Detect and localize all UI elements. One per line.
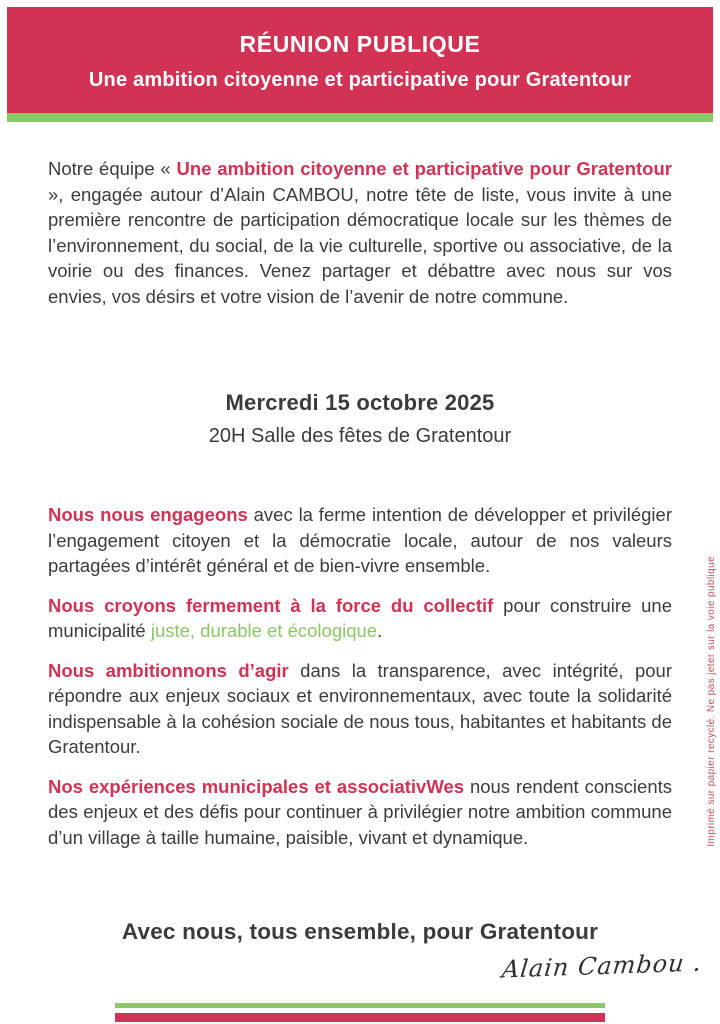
commitments-section bbox=[48, 502, 672, 864]
footer-stripe-red bbox=[115, 1013, 605, 1022]
paragraph-collectif bbox=[48, 593, 672, 644]
side-note-vertical: Imprimé sur papier recyclé. Ne pas jeter sur la voie publique bbox=[706, 556, 717, 847]
page-subtitle: Une ambition citoyenne et participative pour Gratentour bbox=[88, 69, 632, 91]
paragraph-lead: Nous ambitionnons d’agir bbox=[48, 659, 289, 681]
intro-suffix: », engagée autour d’Alain CAMBOU, notre tête de liste, vous invite à une première rencontre de participation démocratique locale sur les thèmes de l’environnement, du social, de la vie culturelle, sportive ou associative, de la voirie ou des finances. Venez partager et débattre avec nous sur vos envies, vos désirs et votre vision de l’avenir de notre commune. bbox=[48, 183, 672, 307]
header-banner bbox=[7, 7, 713, 113]
header-green-stripe bbox=[7, 113, 713, 122]
event-place: 20H Salle des fêtes de Gratentour bbox=[208, 425, 512, 447]
paragraph-body: dans la transparence, avec intégrité, pour répondre aux enjeux sociaux et environnementaux, avec toute la solidarité indispensable à la cohésion sociale de nous tous, habitantes et habitants de Gratentour. bbox=[48, 659, 672, 757]
page-title: RÉUNION PUBLIQUE bbox=[239, 31, 481, 57]
paragraph-tail: . bbox=[377, 620, 383, 641]
footer-stripe-green bbox=[115, 1003, 605, 1008]
paragraph-lead: Nos expériences municipales et associativWes bbox=[48, 775, 465, 797]
intro-prefix: Notre équipe « bbox=[48, 158, 177, 179]
intro-highlight: Une ambition citoyenne et participative pour Gratentour bbox=[176, 158, 672, 179]
paragraph-lead: Nous croyons fermement à la force du collectif bbox=[48, 594, 494, 616]
event-block bbox=[0, 390, 720, 448]
paragraph-green-phrase: juste, durable et écologique bbox=[150, 620, 378, 641]
paragraph-body: nous rendent conscients des enjeux et des défis pour continuer à privilégier notre ambition commune d’un village à taille humaine, paisible, vivant et dynamique. bbox=[48, 775, 672, 848]
paragraph-body: avec la ferme intention de développer et privilégier l’engagement citoyen et la démocratie locale, autour de nos valeurs partagées d’intérêt général et de bien-vivre ensemble. bbox=[48, 504, 672, 576]
closing-line: Avec nous, tous ensemble, pour Gratentour bbox=[121, 919, 599, 944]
paragraph-body: pour construire une municipalité bbox=[48, 594, 672, 641]
paragraph-experiences bbox=[48, 774, 672, 851]
paragraph-lead: Nous nous engageons bbox=[48, 504, 248, 525]
event-date: Mercredi 15 octobre 2025 bbox=[225, 390, 495, 415]
paragraph-agir bbox=[48, 658, 672, 760]
signature-handwritten: Alain Cambou . bbox=[500, 948, 704, 984]
paragraph-engageons bbox=[48, 502, 672, 579]
intro-paragraph bbox=[48, 156, 672, 309]
